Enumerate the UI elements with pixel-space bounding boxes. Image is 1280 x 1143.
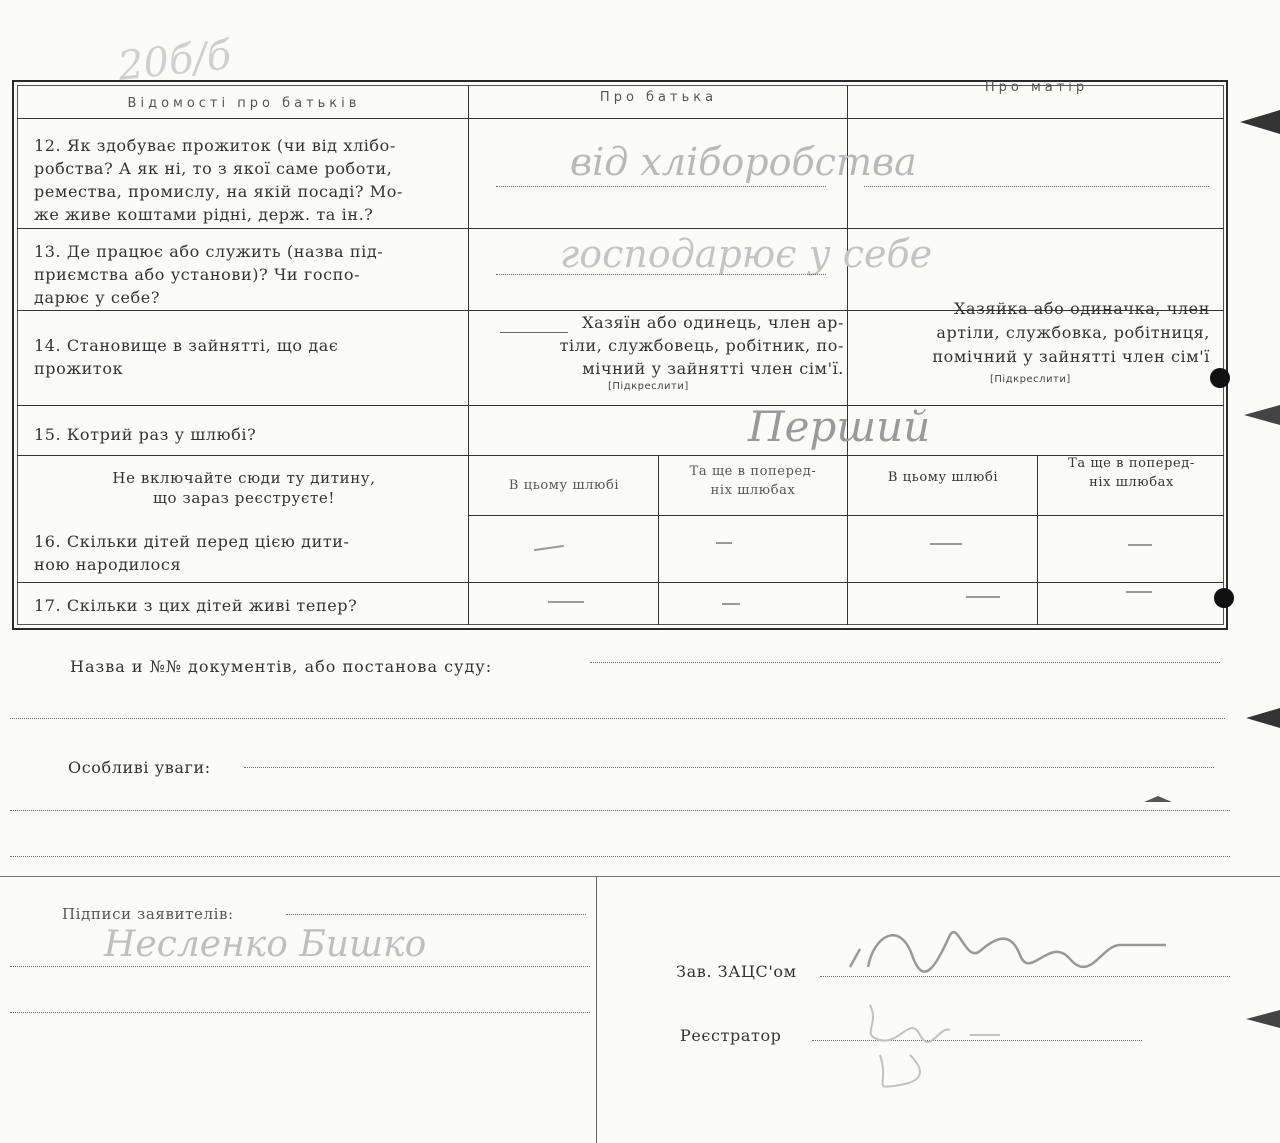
father-workplace-answer: господарює у себе: [560, 232, 933, 276]
question-12: 12. Як здобуває прожиток (чи від хлібо- робства? А як ні, то з якої саме роботи, ремества, промислу, на якій посаді? Мо- же живе коштами рідні, держ. та ін.?: [34, 136, 404, 224]
head-signature-scrawl-svg: [840, 915, 1170, 975]
q16-mother-prev-dash: [1128, 544, 1152, 546]
exclude-child-note: Не включайте сюди ту дитину, що зараз реєструєте!: [112, 469, 376, 507]
header-about-father: Про батька: [599, 90, 718, 105]
header-about-mother: Про матір: [984, 80, 1089, 95]
q17-father-prev-dash: [722, 603, 740, 605]
head-signature-scrawl: [840, 915, 1170, 975]
marriage-count-answer: Перший: [748, 402, 931, 451]
punch-hole-upper: [1210, 368, 1230, 388]
q17-mother-this-dash: [966, 596, 1000, 598]
torn-edge-5: [1144, 790, 1172, 802]
mother-this-marriage-header: В цьому шлюбі: [887, 470, 999, 485]
torn-edge-4: [1246, 1010, 1280, 1028]
registrar-signature-scrawl-svg: [850, 995, 1010, 1095]
corner-mark: 20б/б: [115, 32, 234, 90]
remarks-label: Особливі уваги:: [68, 758, 211, 777]
question-13: 13. Де працює або служить (назва під- приємства або установи)? Чи госпо- дарює у себе?: [34, 242, 384, 307]
question-17: 17. Скільки з цих дітей живі тепер?: [34, 596, 358, 615]
torn-edge-2: [1244, 405, 1280, 425]
signatures-label: Підписи заявителів:: [62, 905, 234, 923]
torn-edge-3: [1246, 708, 1280, 728]
documents-label: Назва и №№ документів, або постанова суду:: [70, 657, 493, 676]
q17-mother-prev-dash: [1126, 591, 1152, 593]
mother-employment-options: Хазяйка або одиначка, член артіли, службовка, робітниця, помічний у зайнятті член сім'ї: [932, 299, 1210, 366]
head-of-registry-label: Зав. ЗАЦС'ом: [676, 962, 797, 981]
question-16: 16. Скільки дітей перед цією дити- ною народилося: [34, 532, 350, 574]
registrar-signature-scrawl: [850, 995, 1010, 1095]
mother-underline-note: [Підкреслити]: [990, 374, 1071, 385]
torn-edge-1: [1240, 110, 1280, 134]
q17-father-this-dash: [548, 601, 584, 603]
question-14: 14. Становище в зайнятті, що дає прожиток: [34, 336, 339, 378]
father-underline-note: [Підкреслити]: [608, 381, 689, 392]
father-previous-marriages-header: Та ще в поперед- ніх шлюбах: [689, 464, 817, 498]
q16-mother-this-dash: [930, 543, 962, 545]
father-employment-options: Хазяїн або одинець, член ар- тіли, службовець, робітник, по- мічний у зайнятті член сім'ї.: [559, 313, 844, 378]
mother-previous-marriages-header: Та ще в поперед- ніх шлюбах: [1068, 456, 1195, 490]
applicant-signature: Несленко Бишко: [104, 924, 427, 965]
father-occupation-answer: від хліборобства: [570, 140, 917, 184]
q16-father-prev-dash: [716, 542, 732, 544]
question-15: 15. Котрий раз у шлюбі?: [34, 425, 257, 444]
registrar-label: Реєстратор: [680, 1026, 782, 1045]
father-this-marriage-header: В цьому шлюбі: [508, 478, 620, 493]
father-underline-mark: [500, 332, 568, 333]
header-parents-info: Відомості про батьків: [127, 96, 361, 111]
punch-hole-lower: [1214, 588, 1234, 608]
